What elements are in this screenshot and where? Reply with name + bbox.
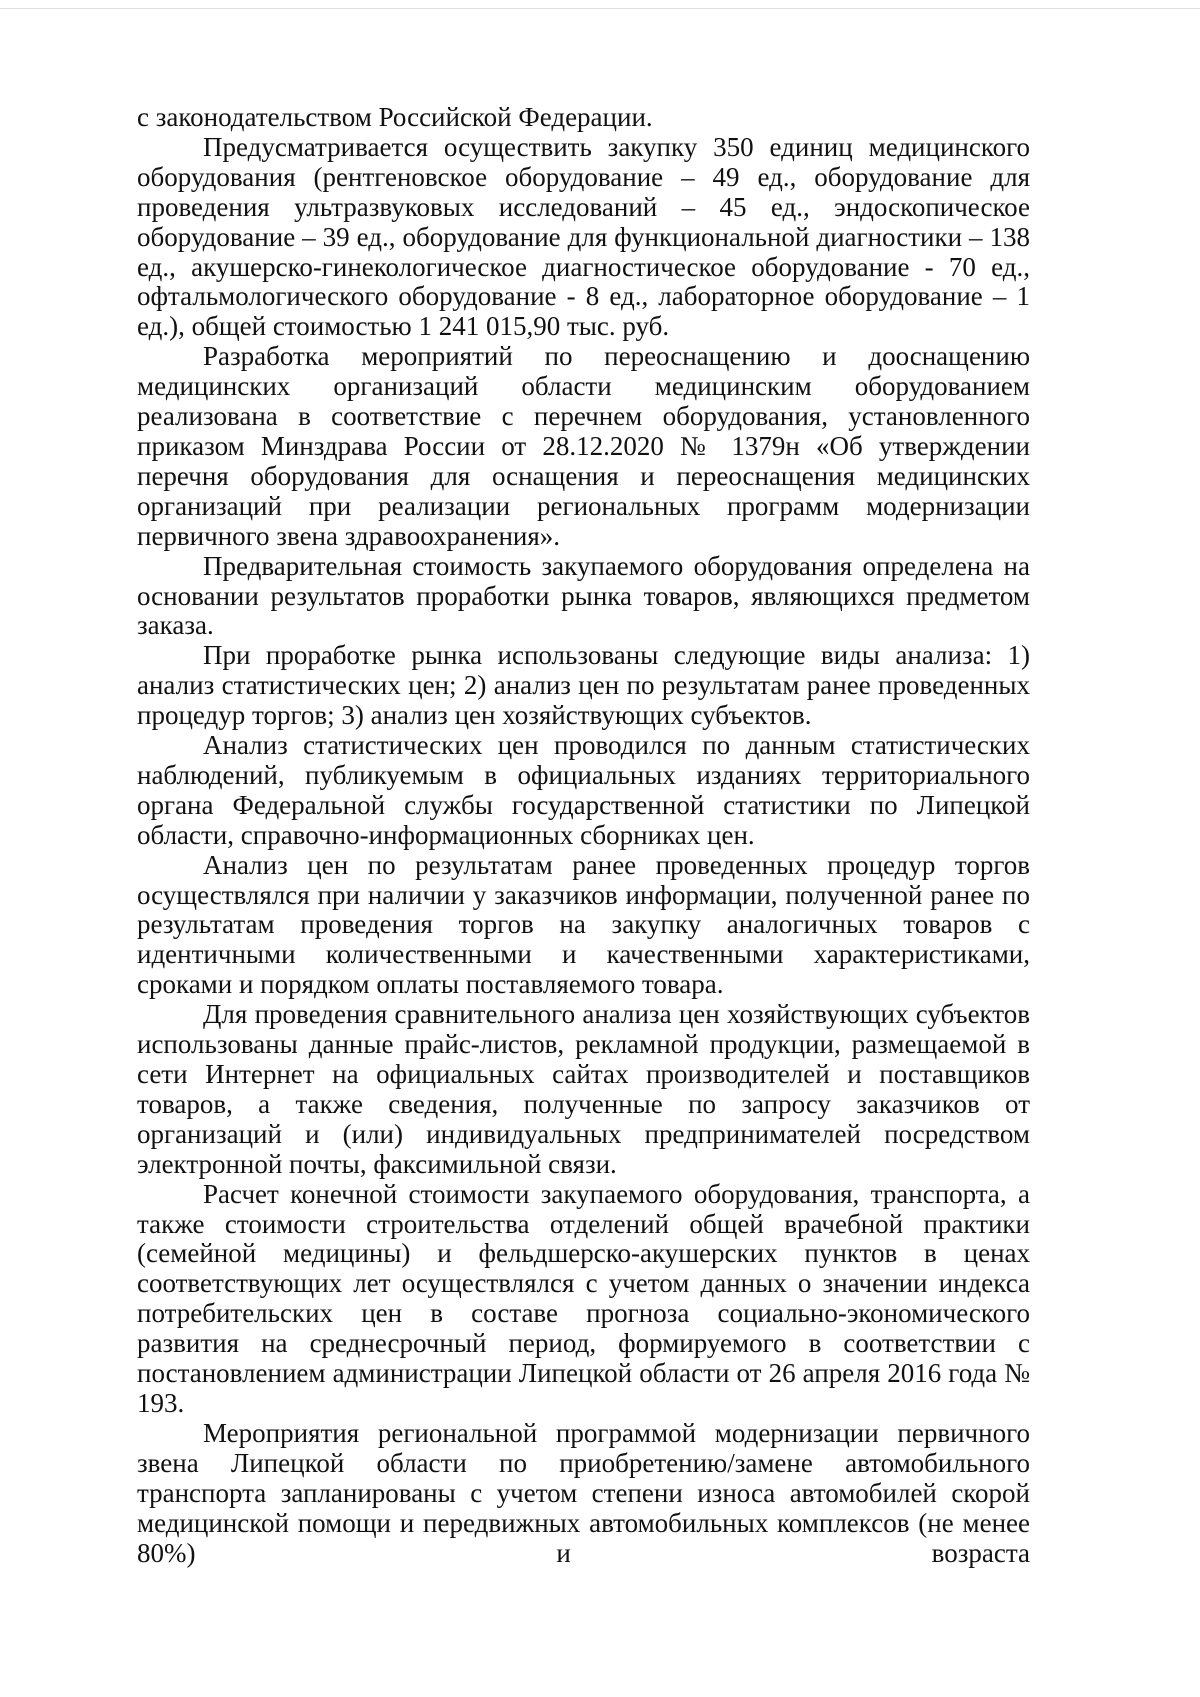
paragraph-comparative-analysis: Для проведения сравнительного анализа цен хозяйствующих субъектов использованы данные прайс-листов, рекламной продукции, размещаемой в сети Интернет на официальных сайтах производителей и поставщиков товаров, а также сведения, полученные по запросу заказчиков от организаций и (или) индивидуальных предпринимателей посредством электронной почты, факсимильной связи.: [137, 999, 1030, 1179]
paragraph-tender-prices: Анализ цен по результатам ранее проведенных процедур торгов осуществлялся при наличии у заказчиков информации, полученной ранее по результатам проведения торгов на закупку аналогичных товаров с идентичными количественными и качественными характеристиками, сроками и порядком оплаты поставляемого товара.: [137, 849, 1030, 1000]
paragraph-statistical-prices: Анализ статистических цен проводился по данным статистических наблюдений, публикуемым в официальных изданиях территориального органа Федеральной службы государственной статистики по Липецкой области, справочно-информационных сборниках цен.: [137, 730, 1030, 850]
paragraph-equipment-purchase: Предусматривается осуществить закупку 350 единиц медицинского оборудования (рентгеновское оборудование – 49 ед., оборудование для проведения ультразвуковых исследований – 45 ед., эндоскопическое оборудование – 39 ед., оборудование для функциональной диагностики – 138 ед., акушерско-гинекологическое диагностическое оборудование - 70 ед., офтальмологического оборудование - 8 ед., лабораторное оборудование – 1 ед.), общей стоимостью 1 241 015,90 тыс. руб.: [137, 131, 1030, 342]
scan-top-edge: [0, 8, 1200, 9]
paragraph-final-cost-calculation: Расчет конечной стоимости закупаемого оборудования, транспорта, а также стоимости строительства отделений общей врачебной практики (семейной медицины) и фельдшерско-акушерских пунктов в ценах соответствующих лет осуществлялся с учетом данных о значении индекса потребительских цен в составе прогноза социально-экономического развития на среднесрочный период, формируемого в соответствии с постановлением администрации Липецкой области от 26 апреля 2016 года № 193.: [137, 1178, 1030, 1418]
paragraph-preliminary-cost: Предварительная стоимость закупаемого оборудования определена на основании результатов проработки рынка товаров, являющихся предметом заказа.: [137, 550, 1030, 641]
paragraph-measures-development: Разработка мероприятий по переоснащению и дооснащению медицинских организаций области медицинским оборудованием реализована в соответствие с перечнем оборудования, установленного приказом Минздрава России от 28.12.2020 № 1379н «Об утверждении перечня оборудования для оснащения и переоснащения медицинских организаций при реализации региональных программ модернизации первичного звена здравоохранения».: [137, 341, 1030, 551]
paragraph-continuation: с законодательством Российской Федерации.: [137, 102, 653, 132]
paragraph-vehicle-replacement: Мероприятия региональной программой модернизации первичного звена Липецкой области по приобретению/замене автомобильного транспорта запланированы с учетом степени износа автомобилей скорой медицинской помощи и передвижных автомобильных комплексов (не менее 80%) и возраста: [137, 1417, 1030, 1568]
document-body: [137, 103, 1030, 1568]
paragraph-analysis-types: При проработке рынка использованы следующие виды анализа: 1) анализ статистических цен; 2) анализ цен по результатам ранее проведенных процедур торгов; 3) анализ цен хозяйствующих субъектов.: [137, 640, 1030, 731]
